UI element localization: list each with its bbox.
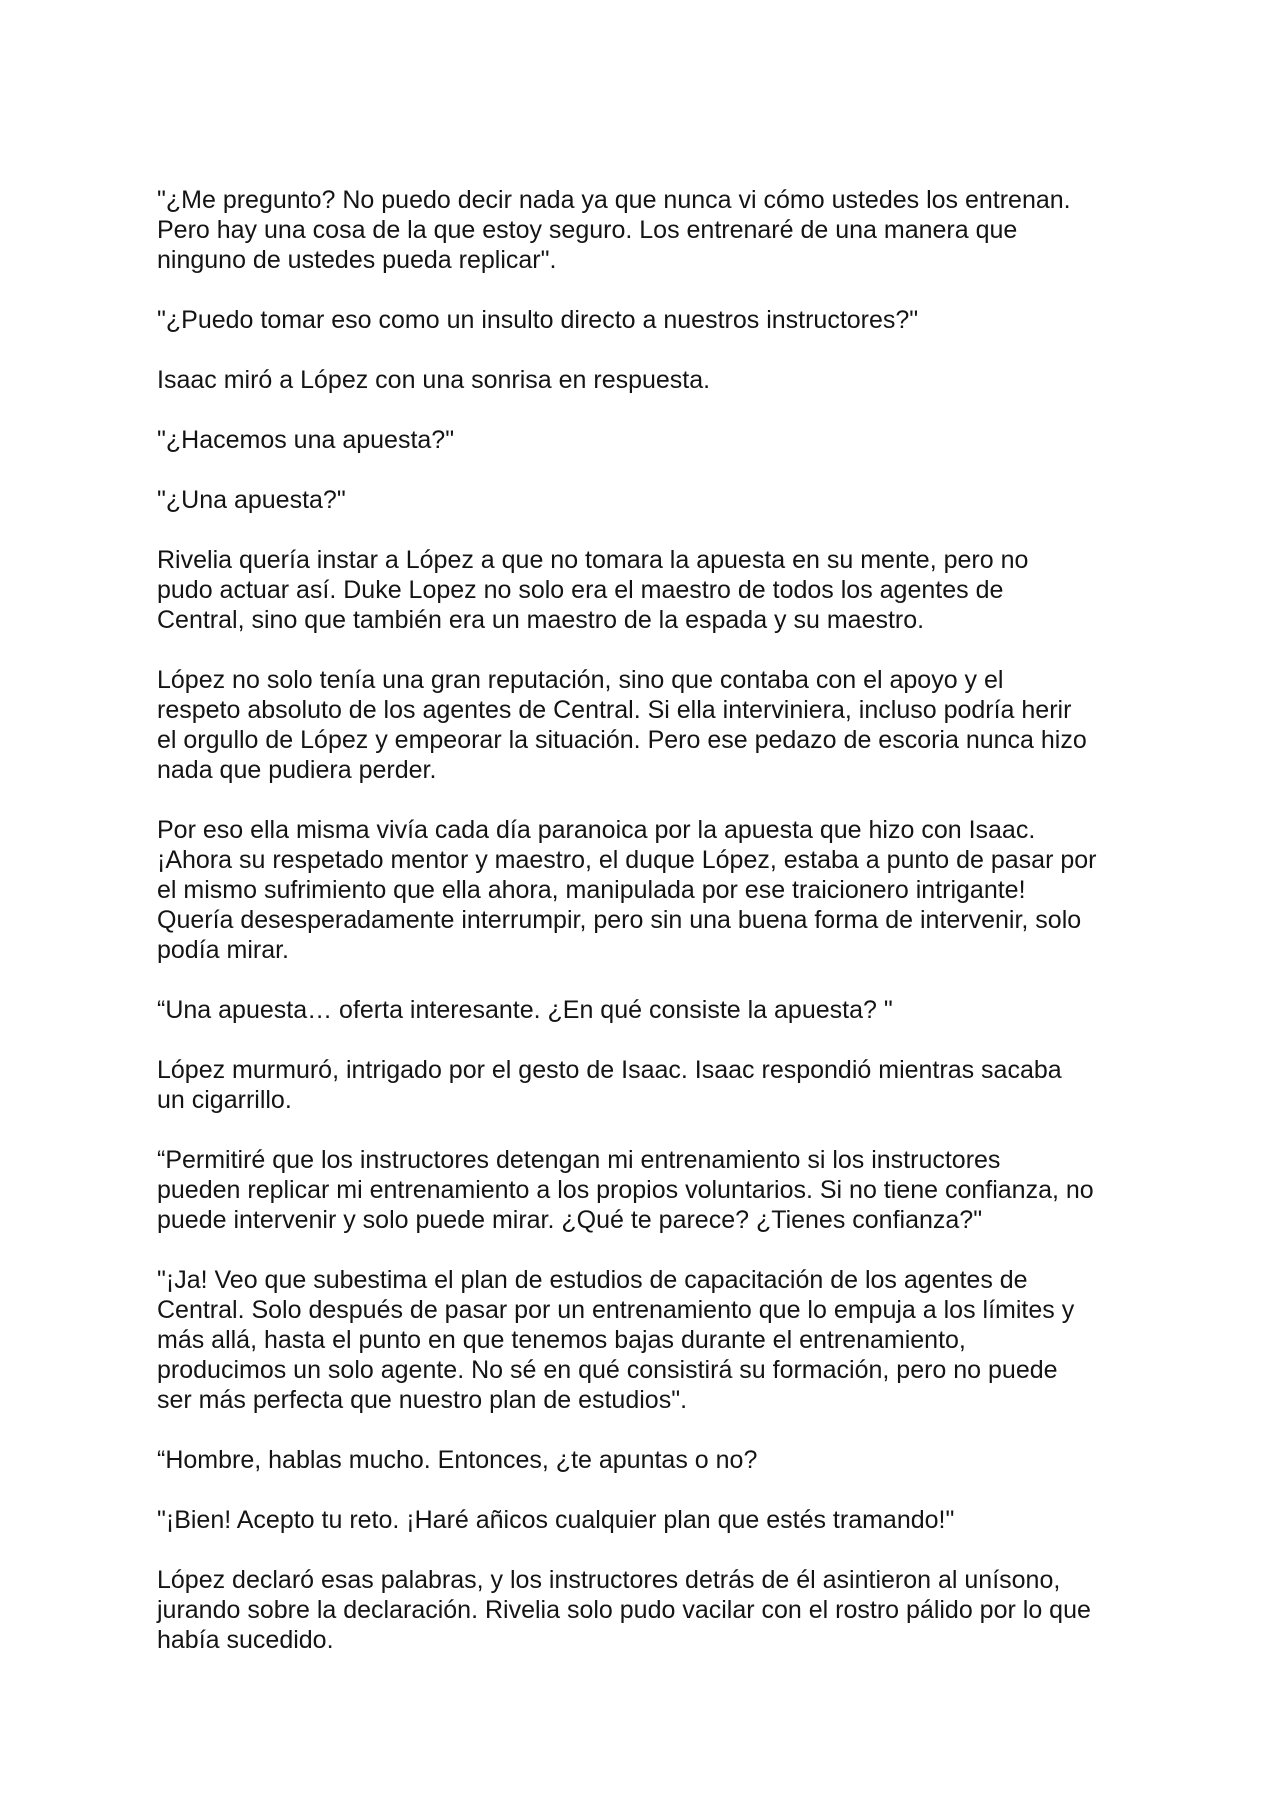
- paragraph: Rivelia quería instar a López a que no tomara la apuesta en su mente, pero no pudo actuar así. Duke Lopez no solo era el maestro de todos los agentes de Central, sino que también era un maestro de la espada y su maestro.: [157, 546, 1029, 634]
- paragraph: Por eso ella misma vivía cada día paranoica por la apuesta que hizo con Isaac. ¡Ahora su respetado mentor y maestro, el duque López, estaba a punto de pasar por el mismo sufrimiento que ella ahora, manipulada por ese traicionero intrigante! Quería desesperadamente interrumpir, pero sin una buena forma de intervenir, solo podía mirar.: [157, 816, 1097, 964]
- paragraph: "¡Bien! Acepto tu reto. ¡Haré añicos cualquier plan que estés tramando!": [157, 1506, 955, 1534]
- paragraph: López declaró esas palabras, y los instructores detrás de él asintieron al unísono, jurando sobre la declaración. Rivelia solo pudo vacilar con el rostro pálido por lo que había sucedido.: [157, 1566, 1091, 1654]
- paragraph: López no solo tenía una gran reputación, sino que contaba con el apoyo y el respeto absoluto de los agentes de Central. Si ella interviniera, incluso podría herir el orgullo de López y empeorar la situación. Pero ese pedazo de escoria nunca hizo nada que pudiera perder.: [157, 666, 1087, 784]
- paragraph: “Una apuesta… oferta interesante. ¿En qué consiste la apuesta? ": [157, 996, 893, 1024]
- paragraph: "¿Hacemos una apuesta?": [157, 426, 455, 454]
- document-body: [157, 185, 1142, 1685]
- paragraph: "¿Me pregunto? No puedo decir nada ya que nunca vi cómo ustedes los entrenan. Pero hay una cosa de la que estoy seguro. Los entrenaré de una manera que ninguno de ustedes pueda replicar".: [157, 186, 1071, 274]
- paragraph: López murmuró, intrigado por el gesto de Isaac. Isaac respondió mientras sacaba un cigarrillo.: [157, 1056, 1062, 1114]
- paragraph: "¿Una apuesta?": [157, 486, 346, 514]
- paragraph: Isaac miró a López con una sonrisa en respuesta.: [157, 366, 711, 394]
- paragraph: “Permitiré que los instructores detengan mi entrenamiento si los instructores pueden replicar mi entrenamiento a los propios voluntarios. Si no tiene confianza, no puede intervenir y solo puede mirar. ¿Qué te parece? ¿Tienes confianza?": [157, 1146, 1094, 1234]
- paragraph: “Hombre, hablas mucho. Entonces, ¿te apuntas o no?: [157, 1446, 758, 1474]
- paragraph: "¡Ja! Veo que subestima el plan de estudios de capacitación de los agentes de Central. Solo después de pasar por un entrenamiento que lo empuja a los límites y más allá, hasta el punto en que tenemos bajas durante el entrenamiento, producimos un solo agente. No sé en qué consistirá su formación, pero no puede ser más perfecta que nuestro plan de estudios".: [157, 1266, 1075, 1414]
- paragraph: "¿Puedo tomar eso como un insulto directo a nuestros instructores?": [157, 306, 919, 334]
